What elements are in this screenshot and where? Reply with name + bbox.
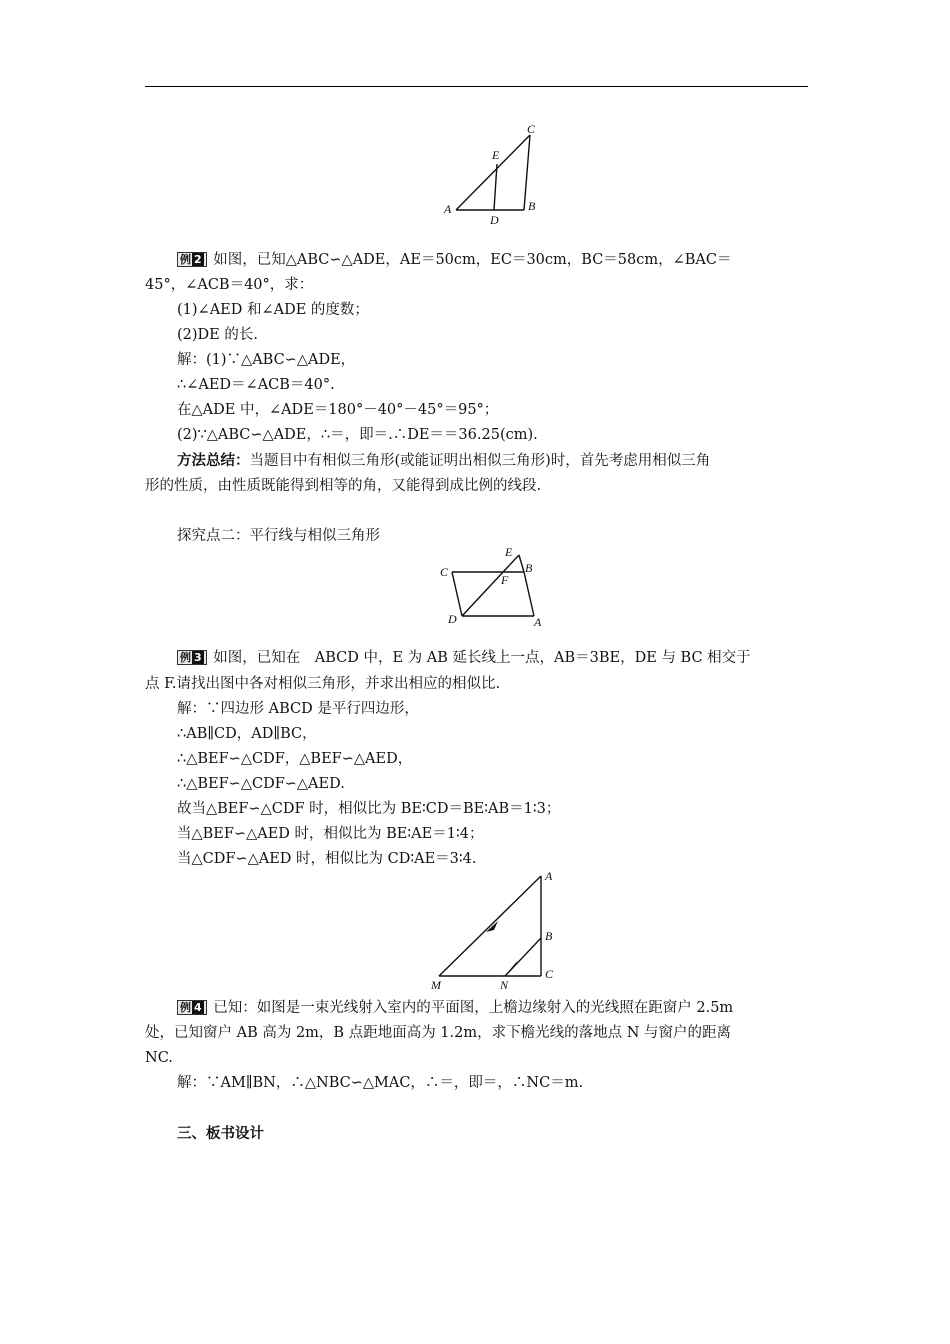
ex2-solution-2: ∴∠AED＝∠ACB＝40°. (177, 377, 335, 393)
ex2-solution-1: 解：(1)∵△ABC∽△ADE， (177, 352, 356, 368)
ex2-q2: (2)DE 的长. (177, 327, 258, 343)
ex4-line2: 处，已知窗户 AB 高为 2m，B 点距地面高为 1.2m，求下檐光线的落地点 N 与窗户的距离 (145, 1025, 732, 1041)
figure-parallelogram (436, 544, 556, 632)
ex3-solution-1: 解：∵四边形 ABCD 是平行四边形， (177, 701, 419, 717)
fig1-label-d: D (490, 213, 499, 227)
fig3-label-c: C (545, 967, 554, 981)
figure-light-rays (424, 866, 564, 994)
figure-triangle-abc (440, 118, 550, 230)
ex3-solution-4: ∴△BEF∽△CDF∽△AED. (177, 776, 345, 792)
fig3-label-n: N (500, 978, 509, 992)
ex3-solution-2: ∴AB∥CD，AD∥BC， (177, 726, 317, 742)
fig2-label-f: F (501, 573, 509, 587)
fig1-label-a: A (444, 202, 452, 216)
fig3-label-b: B (545, 929, 553, 943)
ex4-solution: 解：∵AM∥BN，∴△NBC∽△MAC，∴＝，即＝，∴NC＝m. (177, 1075, 584, 1091)
ex2-line1: 例 2 如图，已知△ABC∽△ADE，AE＝50cm，EC＝30cm，BC＝58cm，∠BAC＝ (177, 250, 731, 270)
ex2-summary-2: 形的性质，由性质既能得到相等的角，又能得到成比例的线段. (145, 478, 542, 494)
header-rule (145, 86, 808, 87)
section3-title: 三、板书设计 (177, 1125, 264, 1142)
ex2-tag: 例 2 (177, 252, 207, 267)
ex2-line2: 45°，∠ACB＝40°，求： (145, 277, 314, 293)
fig3-label-a: A (545, 869, 553, 883)
ex2-summary-1: 方法总结：当题目中有相似三角形(或能证明出相似三角形)时，首先考虑用相似三角 (177, 452, 711, 469)
ex4-line3: NC. (145, 1050, 173, 1066)
fig2-label-b: B (525, 561, 533, 575)
summary-title: 方法总结： (177, 452, 250, 469)
fig3-label-m: M (431, 978, 441, 992)
fig2-label-c: C (440, 565, 449, 579)
ex3-line2: 点 F.请找出图中各对相似三角形，并求出相应的相似比. (145, 676, 501, 692)
ex3-solution-6: 当△BEF∽△AED 时，相似比为 BE∶AE＝1∶4； (177, 826, 484, 842)
ex4-line1: 例 4 已知：如图是一束光线射入室内的平面图，上檐边缘射入的光线照在距窗户 2.5m (177, 998, 733, 1018)
ex2-q1: (1)∠AED 和∠ADE 的度数； (177, 302, 369, 318)
ex3-solution-5: 故当△BEF∽△CDF 时，相似比为 BE∶CD＝BE∶AB＝1∶3； (177, 801, 561, 817)
ex3-solution-7: 当△CDF∽△AED 时，相似比为 CD∶AE＝3∶4. (177, 851, 477, 867)
fig2-label-e: E (505, 545, 513, 559)
ex2-solution-4: (2)∵△ABC∽△ADE，∴＝，即＝.∴DE＝＝36.25(cm). (177, 427, 538, 443)
ex3-tag: 例 3 (177, 650, 207, 665)
ex3-solution-3: ∴△BEF∽△CDF，△BEF∽△AED， (177, 751, 413, 767)
fig2-label-d: D (448, 612, 457, 626)
fig1-label-c: C (527, 122, 536, 136)
section2-title: 探究点二：平行线与相似三角形 (177, 528, 380, 544)
fig2-label-a: A (534, 615, 542, 629)
fig1-label-b: B (528, 199, 536, 213)
fig1-label-e: E (492, 148, 500, 162)
ex4-tag: 例 4 (177, 1000, 207, 1015)
ex2-solution-3: 在△ADE 中，∠ADE＝180°－40°－45°＝95°； (177, 402, 499, 418)
ex3-line1: 例 3 如图，已知在 ABCD 中，E 为 AB 延长线上一点，AB＝3BE，DE 与 BC 相交于 (177, 648, 751, 668)
